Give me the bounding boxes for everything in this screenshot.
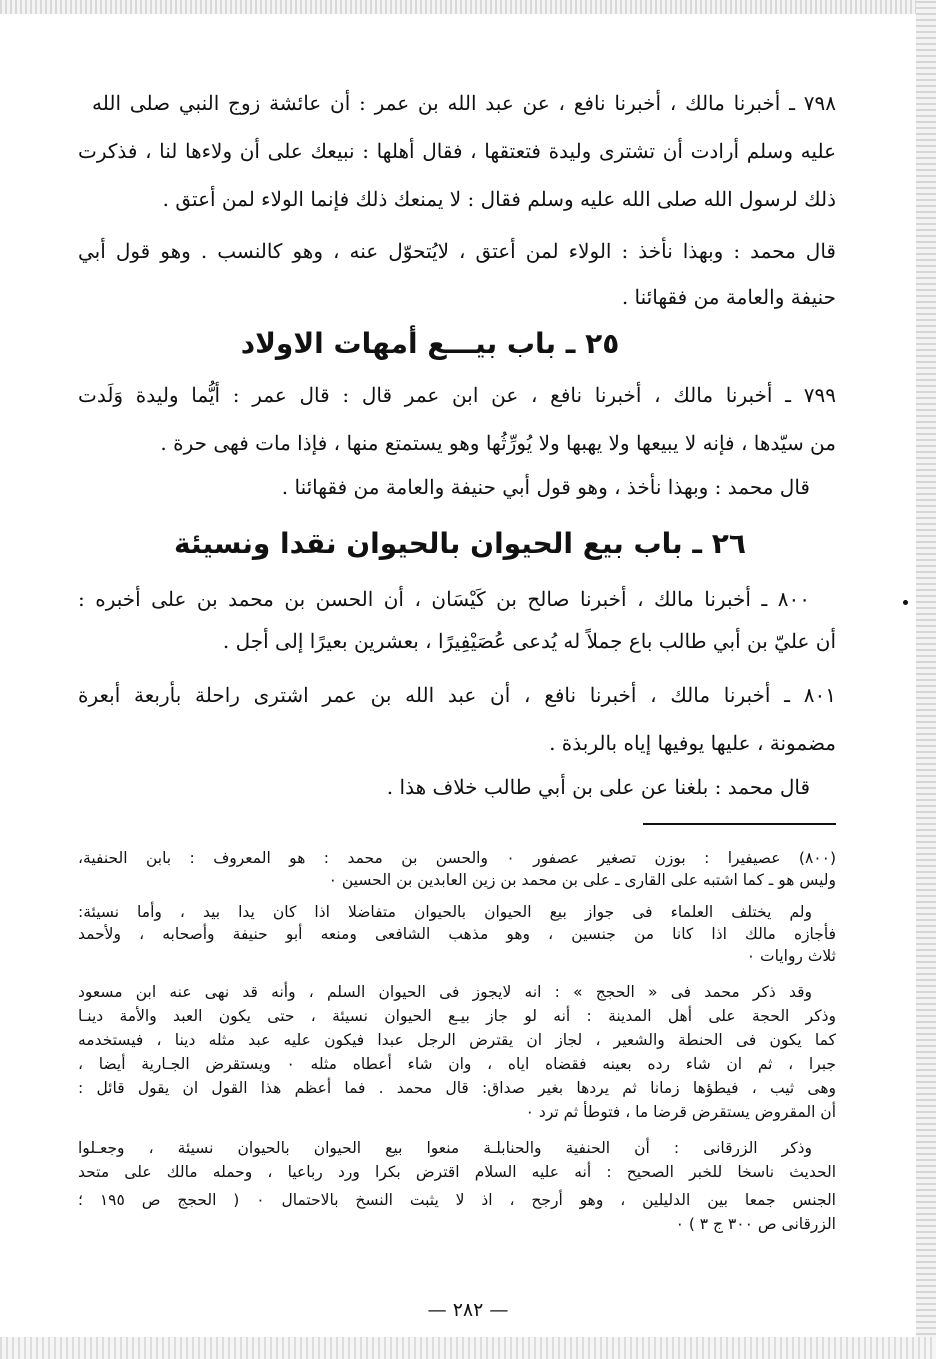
footnote-line: وليس هو ـ كما اشتبه على القارى ـ على بن محمد بن زين العابدين بن الحسين ٠ <box>328 871 836 889</box>
footnote-line: وذكر الحجة على أهل المدينة : أنه لو جاز بيـع الحيوان نسيئة ، حتى يكون العبد والأمة دينـا <box>78 1007 836 1025</box>
footnote-separator <box>643 823 836 825</box>
paragraph-800-line: أن عليّ بن أبي طالب باع جملاً له يُدعى عُصَيْفِيرًا ، بعشرين بعيرًا إلى أجل . <box>222 629 836 653</box>
footnote-line: الجنس جمعا بين الدليلين ، وهو أرجح ، اذ لا يثبت النسخ بالاحتمال ٠ ( الحجج ص ١٩٥ ؛ <box>78 1191 836 1209</box>
paragraph-798-line: عليه وسلم أرادت أن تشترى وليدة فتعتقها ، فقال أهلها : نبيعك على أن ولاءها لنا ، فذكرت <box>78 139 836 163</box>
paragraph-800-line: ٨٠٠ ـ أخبرنا مالك ، أخبرنا صالح بن كَيْسَان ، أن الحسن بن محمد بن على أخبره : <box>78 587 810 611</box>
page-number: — ٢٨٢ — <box>427 1299 509 1321</box>
paragraph-801-line: ٨٠١ ـ أخبرنا مالك ، أخبرنا نافع ، أن عبد الله بن عمر اشترى راحلة بأربعة أبعرة <box>78 683 836 707</box>
footnote-line: فأجازه مالك اذا كانا من جنسين ، وهو مذهب الشافعى ومنعه أبو حنيفة وأصحابه ، ولأحمد <box>78 925 836 943</box>
commentary-798-line: حنيفة والعامة من فقهائنا . <box>621 285 836 309</box>
commentary-798-line: قال محمد : وبهذا نأخذ : الولاء لمن أعتق ، لايُتحوّل عنه ، وهو كالنسب . وهو قول أبي <box>78 239 836 263</box>
footnote-line: ثلاث روايات ٠ <box>746 947 836 965</box>
footnote-line: وذكر الزرقانى : أن الحنفية والحنابلـة منعوا بيع الحيوان بالحيوان نسيئة ، وجعـلوا <box>78 1139 812 1157</box>
footnote-line: أن المقروض يستقرض قرضا ما ، فتوطأ ثم ترد ٠ <box>525 1103 836 1121</box>
footnote-line: (٨٠٠) عصيفيرا : بوزن تصغير عصفور ٠ والحسن بن محمد : هو المعروف : بابن الحنفية، <box>78 849 837 867</box>
footnote-line: الحديث ناسخا للخبر الصحيح : أنه عليه السلام اقترض بكرا ورد رباعيا ، وحمله مالك على متحد <box>78 1163 836 1181</box>
paragraph-801-line: مضمونة ، عليها يوفيها إياه بالربذة . <box>549 731 836 755</box>
scan-edge-right <box>916 0 936 1359</box>
scan-edge-bottom <box>0 1337 936 1359</box>
footnote-line: الزرقانى ص ٣٠٠ ج ٣ ) ٠ <box>675 1215 836 1233</box>
footnote-line: ولم يختلف العلماء فى جواز بيع الحيوان بالحيوان متفاضلا اذا كان يدا بيد ، وأما نسيئة: <box>78 903 812 921</box>
footnote-line: جبرا ، ثم ان شاء رده بعينه فقضاه اياه ، وان شاء أعطاه مثله ٠ ويستقرض الجـارية أيضا ، <box>78 1055 837 1073</box>
scan-edge-top <box>0 0 936 14</box>
footnote-line: وقد ذكر محمد فى « الحجج » : انه لايجوز فى الحيوان السلم ، وأنه قد نهى عنه ابن مسعود <box>78 983 812 1001</box>
paragraph-799-line: ٧٩٩ ـ أخبرنا مالك ، أخبرنا نافع ، عن ابن عمر قال : قال عمر : أيُّما وليدة وَلَدت <box>78 383 836 407</box>
footnote-line: كما يكون فى الحنطة والشعير ، لجاز ان يقترض الرجل عبدا فيكون عليه عبد مثله دينا ، فيستخدمه <box>78 1031 836 1049</box>
paragraph-799-line: من سيّدها ، فإنه لا يبيعها ولا يهبها ولا يُورِّثُها وهو يستمتع منها ، فإذا مات فهى حرة . <box>160 431 836 455</box>
commentary-801: قال محمد : بلغنا عن على بن أبي طالب خلاف هذا . <box>386 775 810 799</box>
paragraph-798-line: ذلك لرسول الله صلى الله عليه وسلم فقال : لا يمنعك ذلك فإنما الولاء لمن أعتق . <box>162 187 836 211</box>
margin-mark <box>903 600 908 605</box>
paragraph-798-line: ٧٩٨ ـ أخبرنا مالك ، أخبرنا نافع ، عن عبد الله بن عمر : أن عائشة زوج النبي صلى الله <box>92 91 836 115</box>
chapter-heading-25: ٢٥ ـ باب بيـــع أمهات الاولاد <box>240 327 620 360</box>
footnote-line: وهى ثيب ، فيطؤها زمانا ثم يردها بغير صداق: قال محمد . فما أعظم هذا القول ان يقول قائل : <box>78 1079 836 1097</box>
chapter-heading-26: ٢٦ ـ باب بيع الحيوان بالحيوان نقدا ونسيئة <box>174 527 746 560</box>
commentary-799: قال محمد : وبهذا نأخذ ، وهو قول أبي حنيفة والعامة من فقهائنا . <box>281 475 810 499</box>
